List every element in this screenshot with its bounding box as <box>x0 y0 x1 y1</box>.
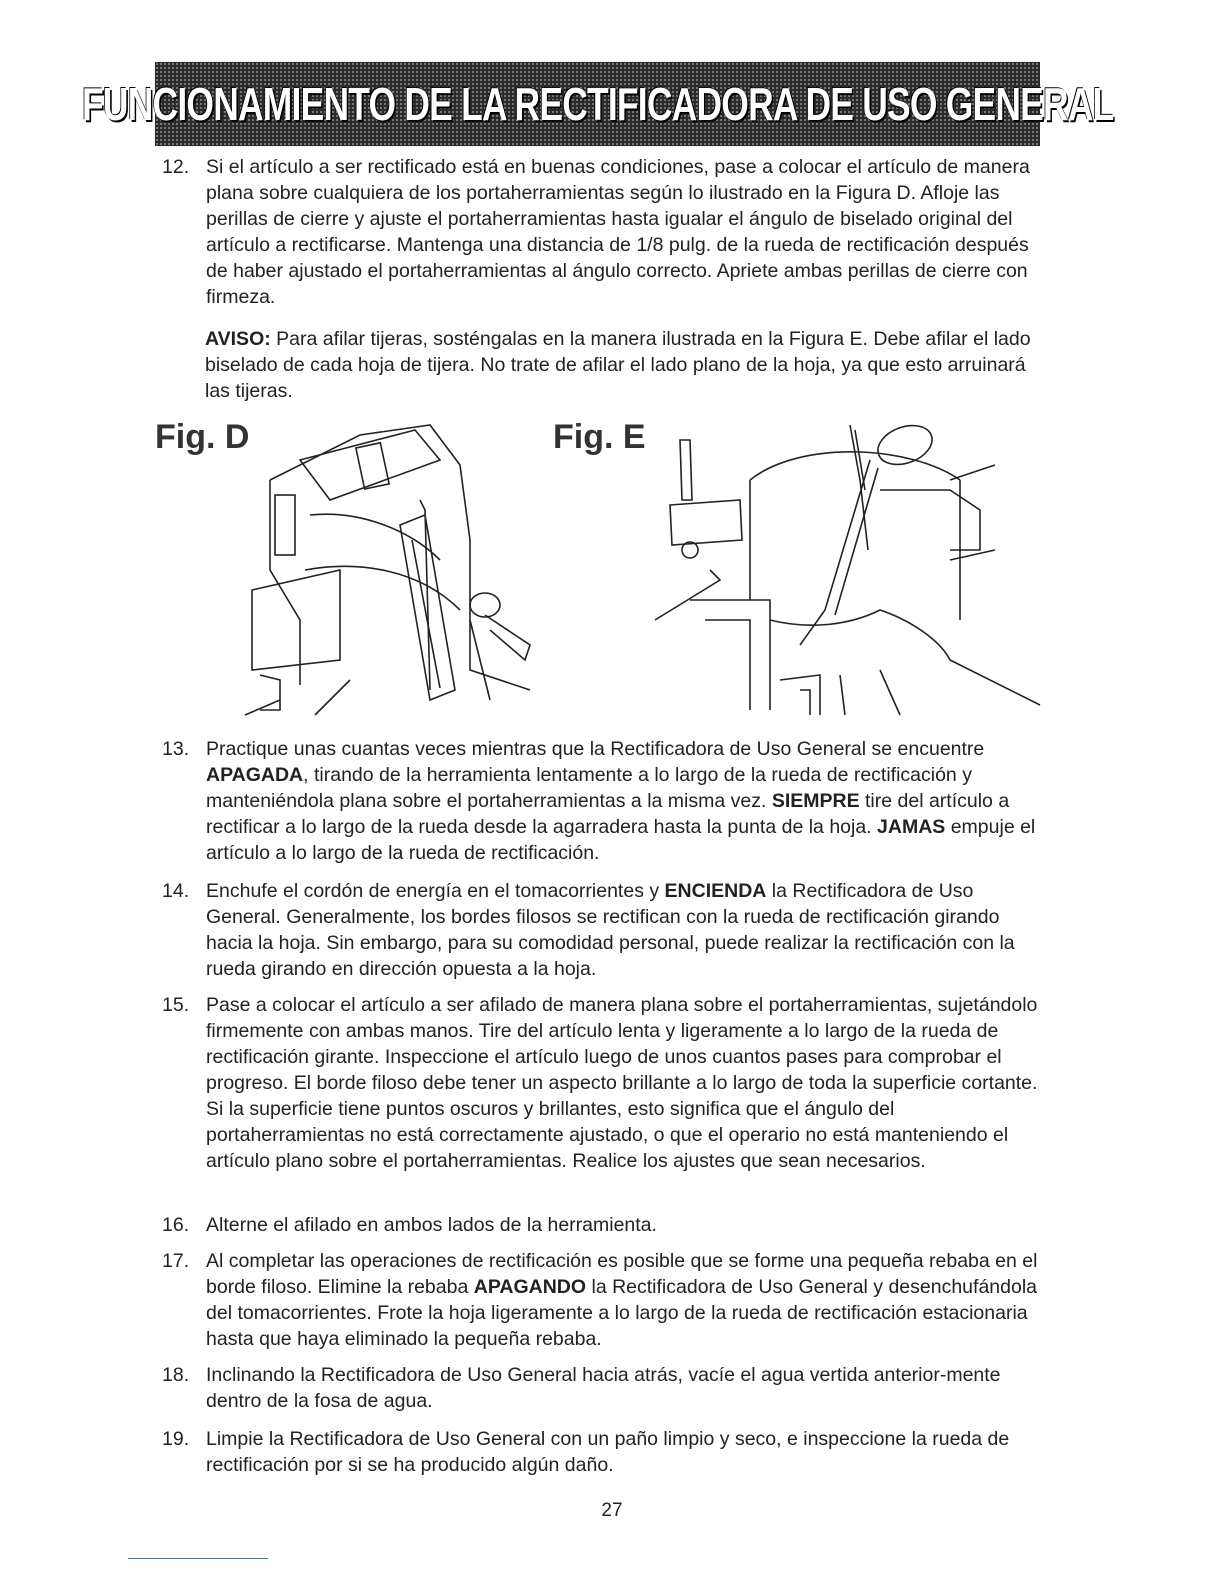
step-14 <box>162 878 1042 982</box>
step-text: Pase a colocar el artículo a ser afilado de manera plana sobre el portaherramientas, sujetándolo firmemente con ambas manos. Tire del artículo lenta y ligeramente a lo largo de la rueda de rectificación girante. Inspeccione el artículo luego de unos cuantos pases para comprobar el progreso. El borde filoso debe tener un aspecto brillante a lo largo de toda la superficie cortante. Si la superficie tiene puntos oscuros y brillantes, esto significa que el ángulo del portaherramientas no está correctamente ajustado, o que el operario no está manteniendo el artículo plano sobre el portaherramientas. Realice los ajustes que sean necesarios. <box>206 994 1038 1172</box>
page-number: 27 <box>601 1500 623 1521</box>
step-13 <box>162 736 1042 866</box>
step-number: 17. <box>162 1250 190 1272</box>
text-run: Practique unas cuantas veces mientras que la Rectificadora de Uso General se encuentre <box>206 738 985 760</box>
keyword-encienda: ENCIENDA <box>664 880 767 902</box>
step-text <box>206 1248 1042 1352</box>
aviso-label: AVISO: <box>205 328 271 350</box>
text-run: Al completar las operaciones de rectificación es posible que se forme una pequeña rebaba en el borde filoso. Elimine la rebaba <box>206 1250 1038 1298</box>
step-12 <box>162 154 1042 310</box>
step-text <box>206 736 1042 866</box>
step-text: Alterne el afilado en ambos lados de la herramienta. <box>206 1214 657 1236</box>
text-run: la Rectificadora de Uso General y desenchufándola del tomacorrientes. Frote la hoja ligeramente a lo largo de la rueda de rectificación estacionaria hasta que haya eliminado la pequeña rebaba. <box>206 1276 1037 1350</box>
section-title-banner <box>81 62 1114 146</box>
step-number: 13. <box>162 738 190 760</box>
step-number: 18. <box>162 1364 190 1386</box>
keyword-jamas: JAMAS <box>877 816 946 838</box>
step-19 <box>162 1426 1042 1478</box>
step-number: 12. <box>162 156 190 178</box>
figure-e-illustration <box>650 420 1050 720</box>
step-number: 16. <box>162 1214 190 1236</box>
step-17 <box>162 1248 1042 1352</box>
aviso-note <box>205 326 1045 404</box>
text-run: , tirando de la herramienta lentamente a lo largo de la rueda de rectificación y manteniéndola plana sobre el portaherramientas a la misma vez. <box>206 764 972 812</box>
figure-d-label: Fig. D <box>155 418 250 456</box>
aviso-text: Para afilar tijeras, sosténgalas en la manera ilustrada en la Figura E. Debe afilar el lado biselado de cada hoja de tijera. No trate de afilar el lado plano de la hoja, ya que esto arruinará las tijeras. <box>205 328 1031 402</box>
step-number: 15. <box>162 994 190 1016</box>
keyword-apagada: APAGADA <box>206 764 304 786</box>
step-number: 14. <box>162 880 190 902</box>
keyword-siempre: SIEMPRE <box>771 790 860 812</box>
step-number: 19. <box>162 1428 190 1450</box>
corner-divider <box>128 1558 268 1559</box>
figure-e-label: Fig. E <box>553 418 646 456</box>
step-15 <box>162 992 1042 1174</box>
step-text: Inclinando la Rectificadora de Uso General hacia atrás, vacíe el agua vertida anterior-mente dentro de la fosa de agua. <box>206 1364 1001 1412</box>
text-run: Enchufe el cordón de energía en el tomacorrientes y <box>206 880 665 902</box>
step-text: Limpie la Rectificadora de Uso General con un paño limpio y seco, e inspeccione la rueda de rectificación por si se ha producido algún daño. <box>206 1428 1010 1476</box>
step-16 <box>162 1212 1042 1238</box>
text-run: la Rectificadora de Uso General. Generalmente, los bordes filosos se rectifican con la rueda de rectificación girando hacia la hoja. Sin embargo, para su comodidad personal, puede realizar la rectificación con la rueda girando en dirección opuesta a la hoja. <box>206 880 1015 980</box>
step-18 <box>162 1362 1042 1414</box>
text-run: empuje el artículo a lo largo de la rueda de rectificación. <box>206 816 1036 864</box>
keyword-apagando: APAGANDO <box>473 1276 587 1298</box>
section-title: FUNCIONAMIENTO DE LA RECTIFICADORA DE USO GENERAL <box>81 78 1114 130</box>
step-text: Si el artículo a ser rectificado está en buenas condiciones, pase a colocar el artículo de manera plana sobre cualquiera de los portaherramientas según lo ilustrado en la Figura D. Afloje las perillas de cierre y ajuste el portaherramientas hasta igualar el ángulo de biselado original del artículo a rectificarse. Mantenga una distancia de 1/8 pulg. de la rueda de rectificación después de haber ajustado el portaherramientas al ángulo correcto. Apriete ambas perillas de cierre con firmeza. <box>206 156 1030 308</box>
step-text <box>206 878 1042 982</box>
text-run: tire del artículo a rectificar a lo largo de la rueda desde la agarradera hasta la punta de la hoja. <box>206 790 1010 838</box>
figure-d-illustration <box>240 420 550 720</box>
